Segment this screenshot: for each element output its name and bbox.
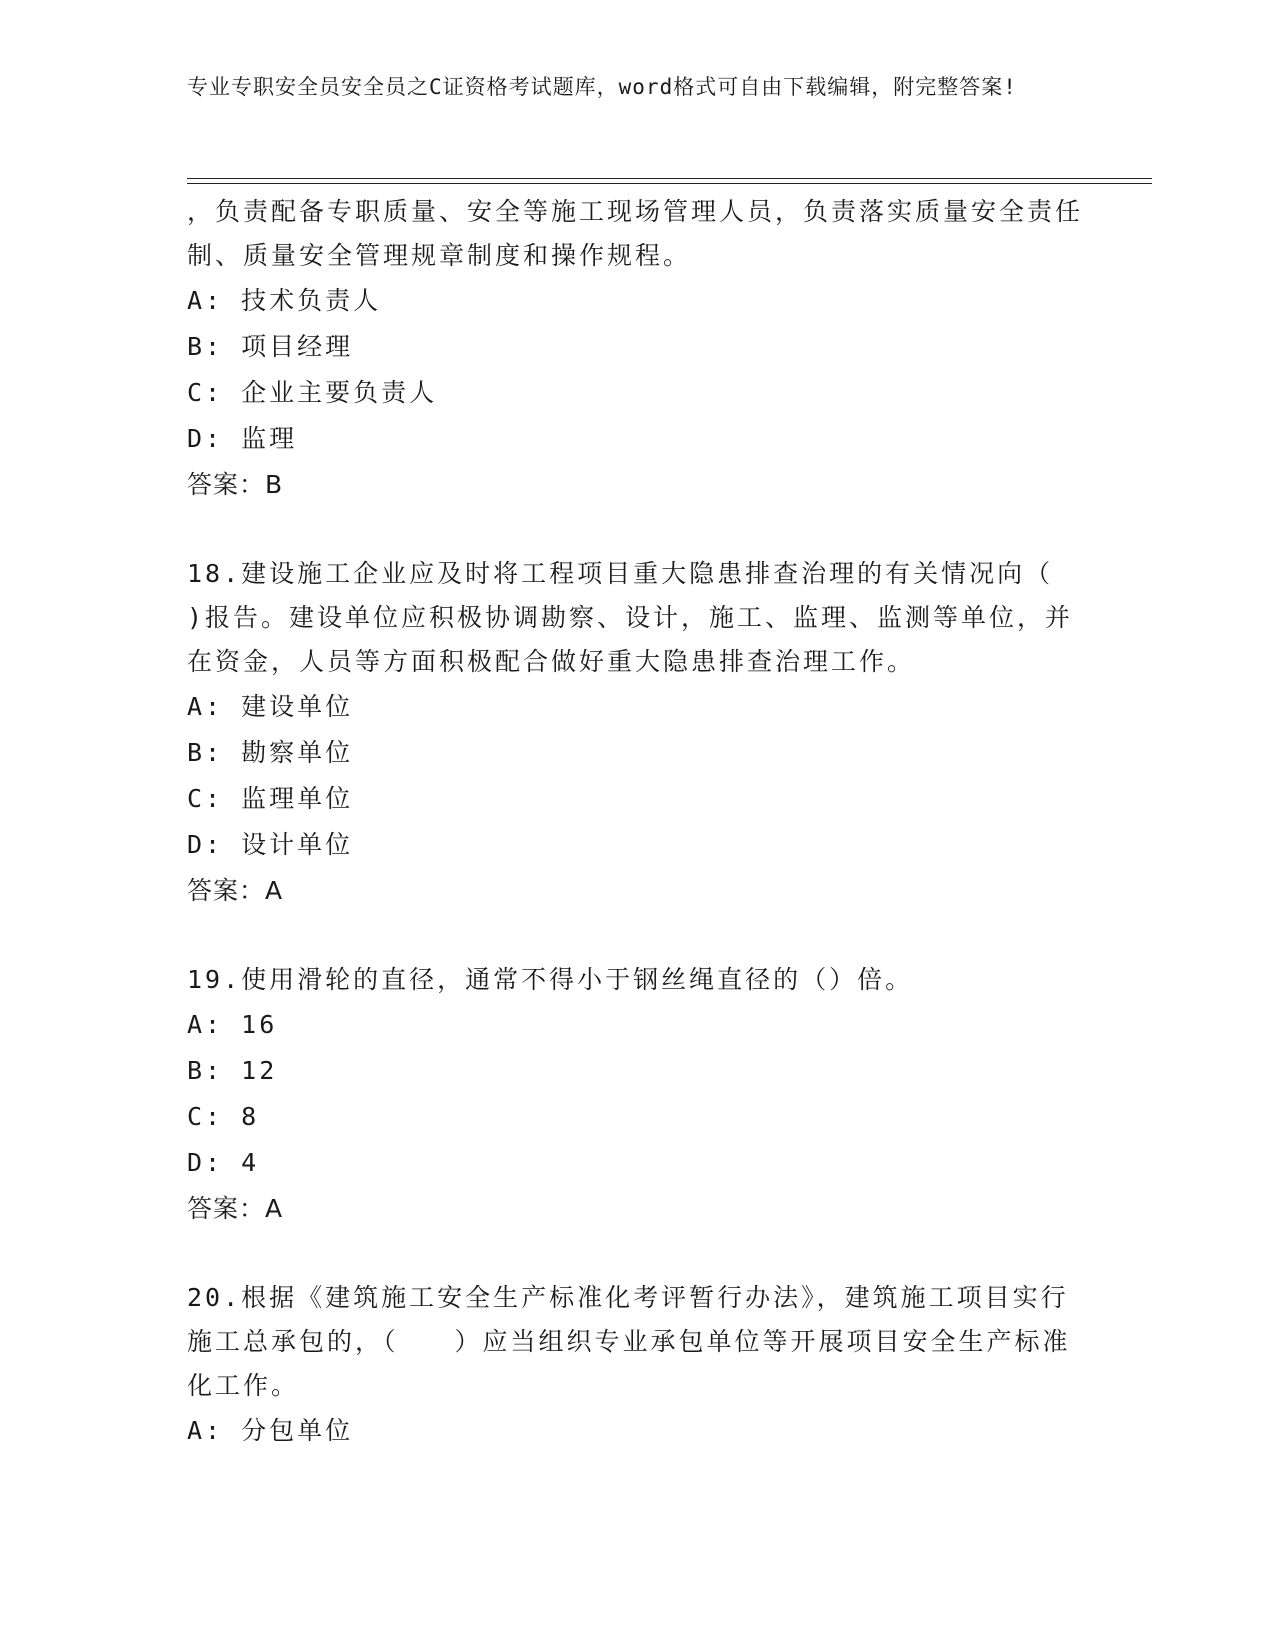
- answer-line: 答案：A: [187, 1194, 284, 1223]
- option-a: A: 分包单位: [187, 1416, 354, 1445]
- option-d: D: 设计单位: [187, 830, 354, 859]
- option-a: A: 技术负责人: [187, 286, 382, 315]
- option-b: B: 12: [187, 1056, 278, 1085]
- question-18: [187, 552, 1087, 914]
- question-20: [187, 1276, 1087, 1454]
- option-b: B: 勘察单位: [187, 738, 354, 767]
- question-stem: ，负责配备专职质量、安全等施工现场管理人员，负责落实质量安全责任制、质量安全管理规章制度和操作规程。: [187, 197, 1084, 270]
- option-a: A: 16: [187, 1010, 278, 1039]
- option-b: B: 项目经理: [187, 332, 354, 361]
- header-divider-line: [187, 178, 1152, 179]
- answer-line: 答案：A: [187, 876, 284, 905]
- question-19: [187, 958, 1087, 1232]
- option-c: C: 8: [187, 1102, 260, 1131]
- question-17-continuation: [187, 190, 1087, 508]
- header-divider-line-double: [187, 183, 1152, 184]
- option-c: C: 企业主要负责人: [187, 378, 438, 407]
- option-c: C: 监理单位: [187, 784, 354, 813]
- question-stem: 18.建设施工企业应及时将工程项目重大隐患排查治理的有关情况向（ )报告。建设单位应积极协调勘察、设计，施工、监理、监测等单位，并在资金，人员等方面积极配合做好重大隐患排查治理工作。: [187, 559, 1074, 676]
- option-d: D: 监理: [187, 424, 298, 453]
- option-a: A: 建设单位: [187, 692, 354, 721]
- option-d: D: 4: [187, 1148, 260, 1177]
- answer-line: 答案：B: [187, 470, 284, 499]
- question-stem: 20.根据《建筑施工安全生产标准化考评暂行办法》，建筑施工项目实行施工总承包的，（ ）应当组织专业承包单位等开展项目安全生产标准化工作。: [187, 1283, 1071, 1400]
- question-list: [187, 190, 1087, 1454]
- document-header: 专业专职安全员安全员之C证资格考试题库，word格式可自由下载编辑，附完整答案!: [187, 75, 1017, 99]
- question-stem: 19.使用滑轮的直径，通常不得小于钢丝绳直径的（）倍。: [187, 965, 914, 994]
